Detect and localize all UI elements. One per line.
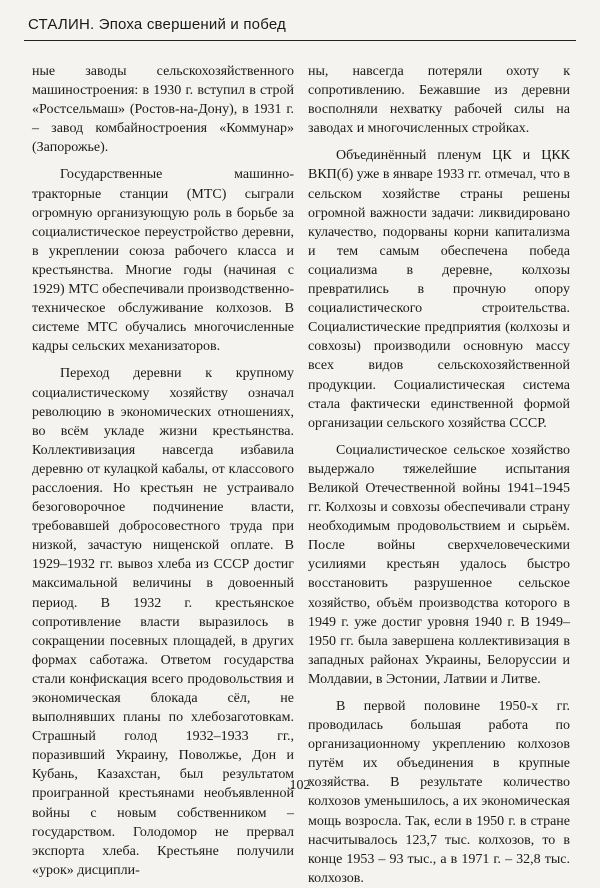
paragraph: Государственные машинно-тракторные станции (МТС) сыграли огромную организующую роль в борьбе за социалистическое переустройство деревни, в укреплении союза рабочего класса и крестьянства. Многие годы (начиная с 1929) МТС обеспечивали производственно-техническое обслуживание колхозов. В системе МТС обучались многочисленные кадры сельских механизаторов. <box>32 167 294 355</box>
page-number: 102 <box>289 778 311 793</box>
paragraph: Переход деревни к крупному социалистическому хозяйству означал революцию в экономических отношениях, во всём укладе жизни крестьянства. Коллективизация навсегда избавила деревню от кулацкой кабалы, от классового расслоения. Но крестьян не устраивало безоговорочное подчинение власти, требовавшей добросовестного труда при низкой, зачастую нищенской оплате. В 1929–1932 гг. вывоз хлеба из СССР достиг максимальной величины в довоенный период. В 1932 г. крестьянское сопротивление власти выразилось в сокращении посевных площадей, в других формах саботажа. Ответом государства стали конфискация всего продовольствия и экономическая блокада сёл, не выполнявших планы по хлебозаготовкам. Страшный голод 1932–1933 гг., поразивший Украину, Поволжье, Дон и Кубань, Казахстан, был результатом проигранной крестьянами необъявленной войны с новым собственником – государством. Голодомор не прервал экспорта хлеба. Крестьяне получили «урок» дисципли- <box>32 366 294 878</box>
running-title: СТАЛИН. Эпоха свершений и побед <box>28 16 287 33</box>
paragraph: В первой половине 1950-х гг. проводилась большая работа по организационному укреплению колхозов путём их объединения в крупные хозяйства. В результате количество колхозов уменьшилось, а их экономическая мощь возросла. Так, если в 1950 г. в стране насчитывалось 123,7 тыс. колхозов, то в конце 1953 – 93 тыс., а в 1971 г. – 32,8 тыс. колхозов. <box>308 699 570 886</box>
paragraph: ные заводы сельскохозяйственного машиностроения: в 1930 г. вступил в строй «Ростсельмаш» (Ростов-на-Дону), в 1931 г. – завод комбайностроения «Коммунар» (Запорожье). <box>32 64 294 156</box>
left-column <box>32 62 294 880</box>
paragraph: Объединённый пленум ЦК и ЦКК ВКП(б) уже в январе 1933 гг. отмечал, что в сельском хозяйстве страны решены огромной важности задачи: ликвидировано кулачество, подорваны корни капитализма и тем самым обеспечена победа социализма в деревне, колхозы превратились в прочную опору социалистического строительства. Социалистические предприятия (колхозы и совхозы) производили основную массу всех видов сельскохозяйственной продукции. Социалистическая система стала фактически единственной формой организации сельского хозяйства СССР. <box>308 148 570 431</box>
paragraph: ны, навсегда потеряли охоту к сопротивлению. Бежавшие из деревни восполняли нехватку рабочей силы на заводах и многочисленных стройках. <box>308 64 570 137</box>
right-column <box>308 62 570 888</box>
paragraph: Социалистическое сельское хозяйство выдержало тяжелейшие испытания Великой Отечественной войны 1941–1945 гг. Колхозы и совхозы обеспечивали страну необходимым продовольствием и сырьём. После войны сверхчеловеческими усилиями крестьян удалось быстро восстановить разрушенное сельское хозяйство, объём производства которого в 1949 г. уже достиг уровня 1940 г. В 1949–1950 гг. была завершена коллективизация в западных районах Украины, Белоруссии и Молдавии, в Эстонии, Латвии и Литве. <box>308 442 570 687</box>
running-header <box>24 10 576 41</box>
